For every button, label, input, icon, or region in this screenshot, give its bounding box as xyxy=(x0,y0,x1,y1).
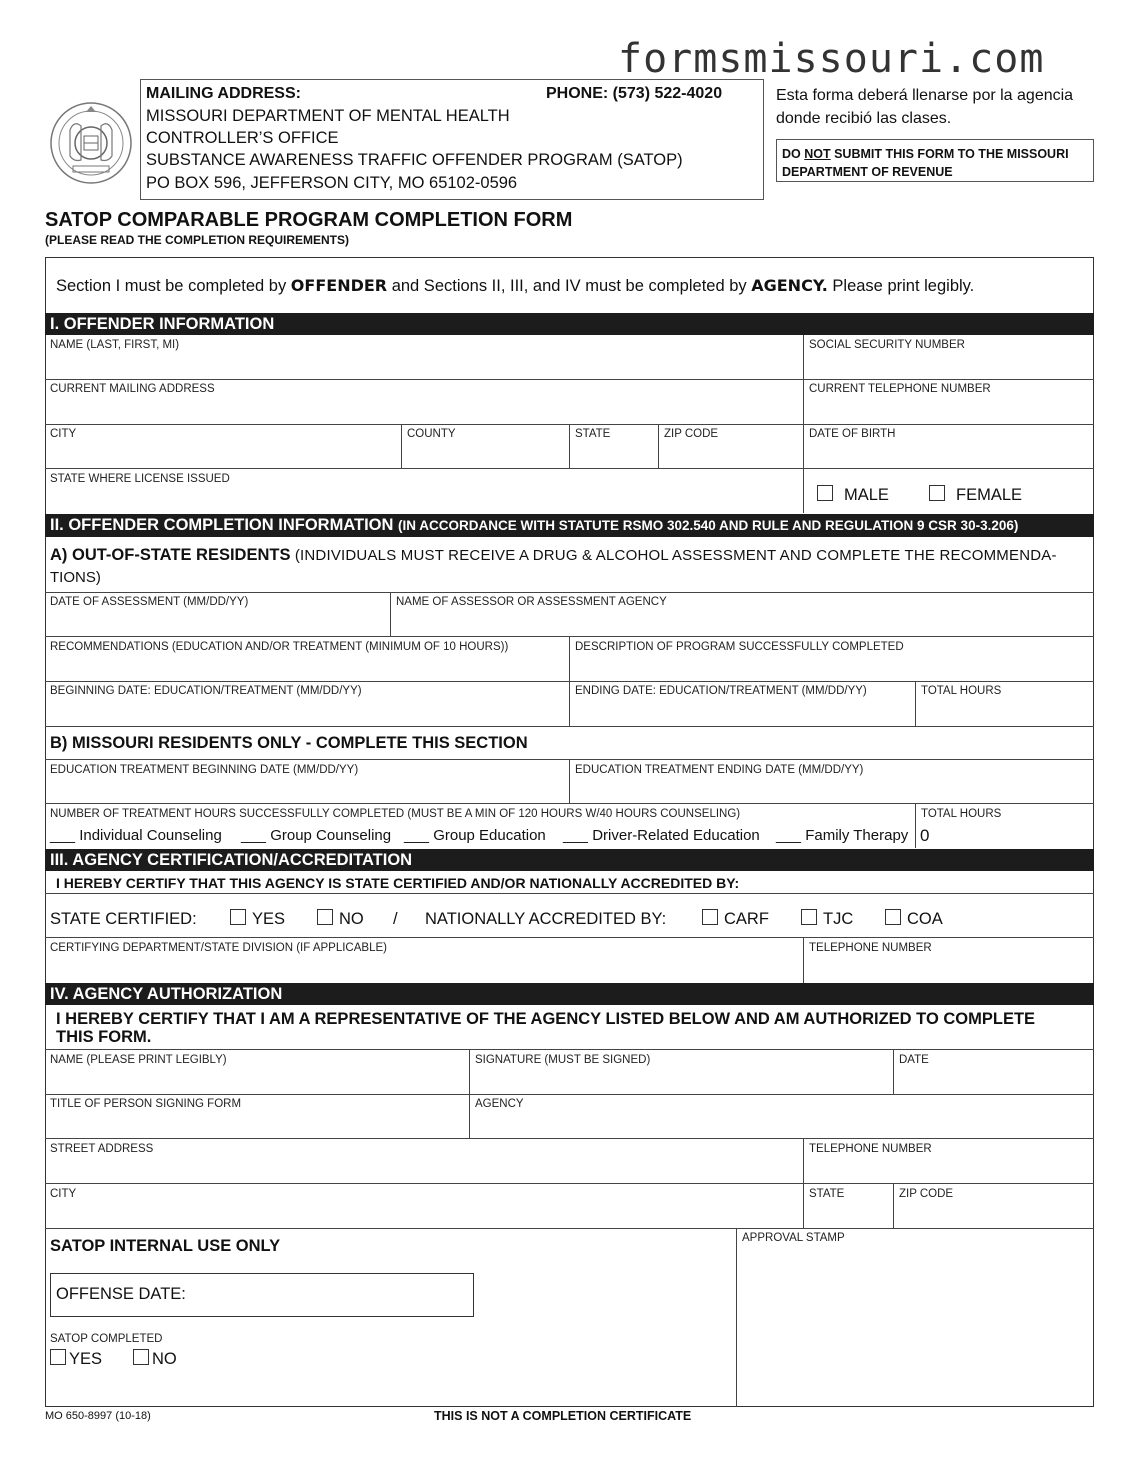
assessment-date-field[interactable]: DATE OF ASSESSMENT (MM/DD/YY) xyxy=(50,596,249,608)
slash-separator: / xyxy=(393,910,398,928)
education-end-field[interactable]: EDUCATION TREATMENT ENDING DATE (MM/DD/YY) xyxy=(575,764,864,776)
form-title: SATOP COMPARABLE PROGRAM COMPLETION FORM xyxy=(45,209,573,231)
form-subtitle: (PLEASE READ THE COMPLETION REQUIREMENTS) xyxy=(45,233,350,247)
offense-date-label: OFFENSE DATE: xyxy=(56,1285,186,1303)
offender-name-field[interactable]: NAME (LAST, FIRST, MI) xyxy=(50,339,180,351)
mailing-phone: PHONE: (573) 522-4020 xyxy=(546,85,723,102)
section-2a-title: A) OUT-OF-STATE RESIDENTS xyxy=(50,546,291,564)
tjc-checkbox[interactable] xyxy=(801,909,853,929)
do-not-submit-rest: SUBMIT THIS FORM TO THE MISSOURI xyxy=(830,147,1069,161)
section-4-certify-line-1: I HEREBY CERTIFY THAT I AM A REPRESENTATIVE OF THE AGENCY LISTED BELOW AND AM AUTHORIZED TO COMPLETE xyxy=(56,1010,1036,1028)
male-label: MALE xyxy=(844,486,889,504)
certifying-department-field[interactable]: CERTIFYING DEPARTMENT/STATE DIVISION (IF APPLICABLE) xyxy=(50,942,387,954)
instructions-agency: AGENCY. xyxy=(751,276,828,295)
street-address-field[interactable]: STREET ADDRESS xyxy=(50,1143,154,1155)
treatment-hours-label: NUMBER OF TREATMENT HOURS SUCCESSFULLY COMPLETED (MUST BE A MIN OF 120 HOURS W/40 HOURS COUNSELING) xyxy=(50,808,741,820)
do-not-submit-do: DO xyxy=(782,147,805,161)
state-certified-no-checkbox[interactable] xyxy=(317,909,364,929)
carf-label: CARF xyxy=(724,910,769,928)
state-certified-yes-checkbox[interactable] xyxy=(230,909,285,929)
signature-field[interactable]: SIGNATURE (MUST BE SIGNED) xyxy=(475,1054,651,1066)
end-date-field[interactable]: ENDING DATE: EDUCATION/TREATMENT (MM/DD/YY) xyxy=(575,685,867,697)
watermark: formsmissouri.com xyxy=(618,36,1045,82)
education-begin-field[interactable]: EDUCATION TREATMENT BEGINNING DATE (MM/DD/YY) xyxy=(50,764,359,776)
total-hours-2-label: TOTAL HOURS xyxy=(921,808,1002,820)
total-hours-field[interactable]: TOTAL HOURS xyxy=(921,685,1002,697)
spanish-note-line-1: Esta forma deberá llenarse por la agencia xyxy=(776,87,1074,104)
signer-title-field[interactable]: TITLE OF PERSON SIGNING FORM xyxy=(50,1098,242,1110)
section-4-header: IV. AGENCY AUTHORIZATION xyxy=(45,983,1094,1005)
representative-name-field[interactable]: NAME (PLEASE PRINT LEGIBLY) xyxy=(50,1054,227,1066)
agency-zip-field[interactable]: ZIP CODE xyxy=(899,1188,954,1200)
ssn-field[interactable]: SOCIAL SECURITY NUMBER xyxy=(809,339,965,351)
instructions-part-3: Please print legibly. xyxy=(827,277,975,295)
section-4-certify xyxy=(56,1010,1035,1046)
approval-stamp-area: APPROVAL STAMP xyxy=(742,1232,845,1244)
offense-date-field[interactable] xyxy=(50,1273,474,1317)
missouri-state-seal-icon xyxy=(48,100,134,191)
instructions-part-2: and Sections II, III, and IV must be completed by xyxy=(387,277,752,295)
counseling-item[interactable]: ___ Family Therapy xyxy=(776,827,909,844)
mailing-line-4: PO BOX 596, JEFFERSON CITY, MO 65102-0596 xyxy=(146,174,518,192)
instructions-offender: OFFENDER xyxy=(290,276,388,295)
counseling-item[interactable]: ___ Individual Counseling xyxy=(50,827,222,844)
do-not-submit-not: NOT xyxy=(804,147,831,161)
internal-use-title: SATOP INTERNAL USE ONLY xyxy=(50,1237,281,1255)
section-3-certify: I HEREBY CERTIFY THAT THIS AGENCY IS STATE CERTIFIED AND/OR NATIONALLY ACCREDITED BY: xyxy=(56,875,740,891)
counseling-item[interactable]: ___ Driver-Related Education xyxy=(563,827,760,844)
yes-label: YES xyxy=(252,910,286,928)
section-2a-note: (INDIVIDUALS MUST RECEIVE A DRUG & ALCOHOL ASSESSMENT AND COMPLETE THE RECOMMENDA- xyxy=(290,547,1057,564)
assessor-name-field[interactable]: NAME OF ASSESSOR OR ASSESSMENT AGENCY xyxy=(396,596,667,608)
section-2-statute: (IN ACCORDANCE WITH STATUTE RSMO 302.540 AND RULE AND REGULATION 9 CSR 30-3.206) xyxy=(398,518,1019,533)
begin-date-field[interactable]: BEGINNING DATE: EDUCATION/TREATMENT (MM/DD/YY) xyxy=(50,685,362,697)
section-2b-title: B) MISSOURI RESIDENTS ONLY - COMPLETE THIS SECTION xyxy=(50,734,528,752)
state-field[interactable]: STATE xyxy=(575,428,611,440)
agency-state-field[interactable]: STATE xyxy=(809,1188,845,1200)
telephone-field[interactable]: CURRENT TELEPHONE NUMBER xyxy=(809,383,991,395)
zip-field[interactable]: ZIP CODE xyxy=(664,428,719,440)
mailing-line-1: MISSOURI DEPARTMENT OF MENTAL HEALTH xyxy=(146,107,510,125)
instructions xyxy=(56,276,974,296)
do-not-submit-box xyxy=(776,139,1094,182)
section-2a-note-2: TIONS) xyxy=(50,569,101,586)
county-field[interactable]: COUNTY xyxy=(407,428,456,440)
coa-checkbox[interactable] xyxy=(885,909,943,929)
signature-date-field[interactable]: DATE xyxy=(899,1054,929,1066)
do-not-submit-line-2: DEPARTMENT OF REVENUE xyxy=(782,165,953,179)
nationally-accredited-label: NATIONALLY ACCREDITED BY: xyxy=(425,910,667,928)
program-description-field[interactable]: DESCRIPTION OF PROGRAM SUCCESSFULLY COMPLETED xyxy=(575,641,904,653)
section-2-header xyxy=(45,514,1094,537)
state-certified-label: STATE CERTIFIED: xyxy=(50,910,197,928)
agency-city-field[interactable]: CITY xyxy=(50,1188,77,1200)
agency-telephone-field[interactable]: TELEPHONE NUMBER xyxy=(809,942,932,954)
section-4-certify-line-2: THIS FORM. xyxy=(56,1028,152,1046)
agency-name-field[interactable]: AGENCY xyxy=(475,1098,524,1110)
mailing-label: MAILING ADDRESS: xyxy=(146,85,301,102)
recommendations-field[interactable]: RECOMMENDATIONS (EDUCATION AND/OR TREATMENT (MINIMUM OF 10 HOURS)) xyxy=(50,641,509,653)
satop-completed-label: SATOP COMPLETED xyxy=(50,1333,163,1345)
mailing-line-2: CONTROLLER’S OFFICE xyxy=(146,129,339,147)
mailing-line-3: SUBSTANCE AWARENESS TRAFFIC OFFENDER PROGRAM (SATOP) xyxy=(146,151,683,169)
female-checkbox[interactable] xyxy=(929,485,1022,505)
instructions-part-1: Section I must be completed by xyxy=(56,277,291,295)
coa-label: COA xyxy=(907,910,943,928)
form-number: MO 650-8997 (10-18) xyxy=(45,1410,151,1422)
agency-phone-field[interactable]: TELEPHONE NUMBER xyxy=(809,1143,932,1155)
no-label: NO xyxy=(339,910,364,928)
satop-yes-checkbox[interactable] xyxy=(50,1349,102,1369)
section-2-title: II. OFFENDER COMPLETION INFORMATION xyxy=(50,516,394,534)
male-checkbox[interactable] xyxy=(817,485,889,505)
dob-field[interactable]: DATE OF BIRTH xyxy=(809,428,896,440)
satop-no-checkbox[interactable] xyxy=(133,1349,177,1369)
section-1-header: I. OFFENDER INFORMATION xyxy=(45,313,1094,335)
carf-checkbox[interactable] xyxy=(702,909,769,929)
counseling-item[interactable]: ___ Group Counseling xyxy=(241,827,392,844)
tjc-label: TJC xyxy=(823,910,854,928)
section-3-header: III. AGENCY CERTIFICATION/ACCREDITATION xyxy=(45,849,1094,871)
female-label: FEMALE xyxy=(956,486,1023,504)
section-2a-heading xyxy=(50,544,1090,589)
license-state-field[interactable]: STATE WHERE LICENSE ISSUED xyxy=(50,473,230,485)
satop-no-label: NO xyxy=(152,1350,177,1368)
total-hours-value[interactable]: 0 xyxy=(920,826,930,845)
mailing-address-field[interactable]: CURRENT MAILING ADDRESS xyxy=(50,383,215,395)
spanish-note-line-2: donde recibió las clases. xyxy=(776,110,952,127)
satop-yes-label: YES xyxy=(69,1350,103,1368)
counseling-item[interactable]: ___ Group Education xyxy=(404,827,546,844)
not-certificate-notice: THIS IS NOT A COMPLETION CERTIFICATE xyxy=(434,1409,692,1423)
city-field[interactable]: CITY xyxy=(50,428,77,440)
